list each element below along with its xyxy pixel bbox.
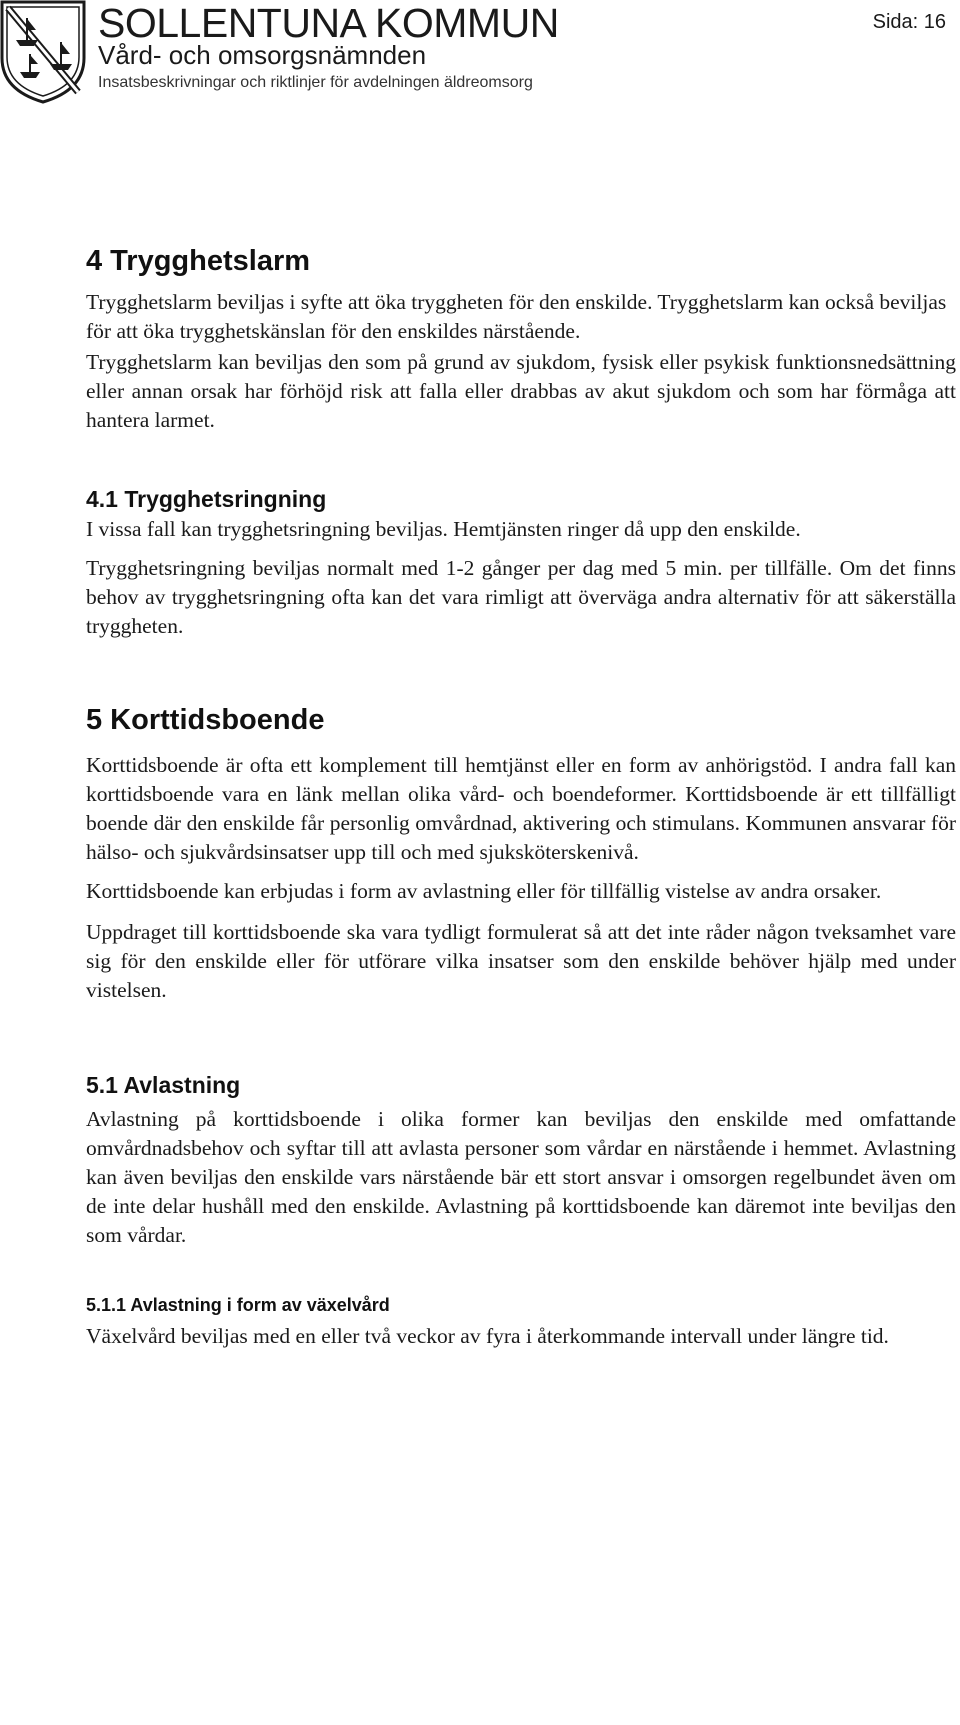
organization-name: SOLLENTUNA KOMMUN bbox=[98, 0, 559, 46]
page-header bbox=[0, 0, 960, 110]
section-heading: 4 Trygghetslarm bbox=[86, 245, 311, 277]
section-vaxelvard bbox=[86, 1294, 956, 1351]
document-description: Insatsbeskrivningar och riktlinjer för avdelningen äldreomsorg bbox=[98, 74, 533, 91]
paragraph: Trygghetslarm kan beviljas den som på grund av sjukdom, fysisk eller psykisk funktionsnedsättning eller annan orsak har förhöjd risk att falla eller drabbas av akut sjukdom och som har förmåga att hantera larmet. bbox=[86, 350, 956, 432]
page-number: Sida: 16 bbox=[872, 11, 946, 33]
municipal-coat-of-arms-icon bbox=[0, 0, 86, 104]
paragraph: Trygghetsringning beviljas normalt med 1-2 gånger per dag med 5 min. per tillfälle. Om det finns behov av trygghetsringning ofta kan det vara rimligt att överväga andra alternativ för att säkerställa tryggheten. bbox=[86, 556, 956, 638]
section-korttidsboende bbox=[86, 703, 956, 1005]
paragraph: Trygghetslarm beviljas i syfte att öka tryggheten för den enskilde. Trygghetslarm kan också beviljas för att öka trygghetskänslan för den enskildes närstående. bbox=[86, 290, 947, 343]
subsubsection-heading: 5.1.1 Avlastning i form av växelvård bbox=[86, 1295, 390, 1315]
document-body bbox=[86, 244, 956, 1351]
paragraph: I vissa fall kan trygghetsringning beviljas. Hemtjänsten ringer då upp den enskilde. bbox=[86, 517, 801, 541]
paragraph: Avlastning på korttidsboende i olika former kan beviljas den enskilde med omfattande omvårdnadsbehov och syftar till att avlasta personer som vårdar en närstående i hemmet. Avlastning kan även beviljas den enskilde vars närstående bär ett stort ansvar i omsorgen regelbundet även om de inte delar hushåll med den enskilde. Avlastning på korttidsboende kan däremot inte beviljas den som vårdar. bbox=[86, 1107, 956, 1247]
subsection-heading: 4.1 Trygghetsringning bbox=[86, 486, 327, 512]
subsection-heading: 5.1 Avlastning bbox=[86, 1072, 241, 1098]
section-avlastning bbox=[86, 1071, 956, 1250]
board-name: Vård- och omsorgsnämnden bbox=[98, 40, 427, 70]
paragraph: Korttidsboende kan erbjudas i form av avlastning eller för tillfällig vistelse av andra orsaker. bbox=[86, 879, 882, 903]
section-trygghetslarm bbox=[86, 244, 956, 435]
paragraph: Uppdraget till korttidsboende ska vara tydligt formulerat så att det inte råder någon tveksamhet vare sig för den enskilde eller för utförare vilka insatser som den enskilde behöver hjälp med under vistelsen. bbox=[86, 920, 956, 1002]
paragraph: Växelvård beviljas med en eller två veckor av fyra i återkommande intervall under längre tid. bbox=[86, 1324, 889, 1348]
paragraph: Korttidsboende är ofta ett komplement till hemtjänst eller en form av anhörigstöd. I andra fall kan korttidsboende vara en länk mellan olika vård- och boendeformer. Korttidsboende är ett tillfälligt boende där den enskilde får personlig omvårdnad, aktivering och stimulans. Kommunen ansvarar för hälso- och sjukvårdsinsatser upp till och med sjuksköterskenivå. bbox=[86, 753, 956, 864]
section-heading: 5 Korttidsboende bbox=[86, 704, 325, 736]
section-trygghetsringning bbox=[86, 485, 956, 641]
